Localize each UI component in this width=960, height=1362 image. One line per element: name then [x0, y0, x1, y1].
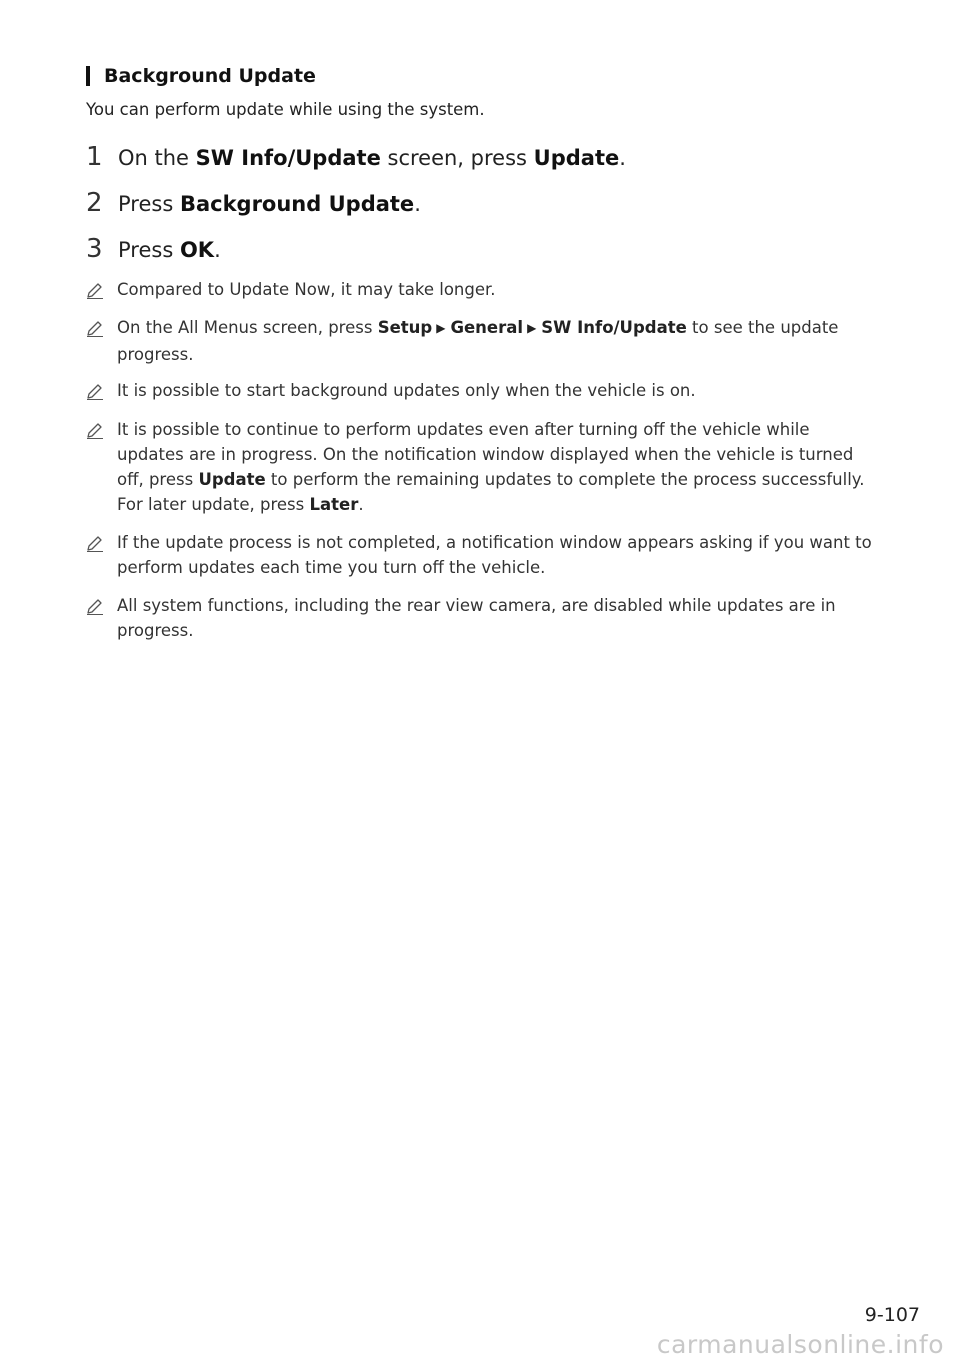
- step-number: 2: [86, 188, 103, 218]
- pencil-icon: [86, 417, 117, 442]
- note-text: It is possible to start background updates only when the vehicle is on.: [117, 381, 696, 400]
- step-3: 3 Press OK.: [86, 234, 221, 264]
- note-text: It is possible to continue to perform updates even after turning off the vehicle while updates are in progress. On the notification window displayed when the vehicle is turned off, press Update to perform the remaining updates to complete the process successfully. For later update, press Later.: [117, 420, 865, 514]
- step-2: 2 Press Background Update.: [86, 188, 421, 218]
- step-number: 3: [86, 234, 103, 264]
- pencil-icon: [86, 315, 117, 340]
- note-text: Compared to Update Now, it may take longer.: [117, 280, 496, 299]
- keyword-update: Update: [198, 470, 266, 489]
- page-number: 9-107: [864, 1304, 920, 1326]
- watermark: carmanualsonline.info: [656, 1330, 944, 1359]
- note-text: All system functions, including the rear view camera, are disabled while updates are in progress.: [117, 596, 836, 640]
- section-bar-icon: [86, 66, 90, 86]
- note-item: [86, 277, 876, 302]
- note-item: [86, 417, 876, 517]
- pencil-icon: [86, 530, 117, 555]
- pencil-icon: [86, 593, 117, 618]
- triangle-right-icon: ▶: [527, 321, 537, 335]
- note-item: [86, 593, 876, 643]
- pencil-icon: [86, 277, 117, 302]
- step-keyword: Update: [533, 146, 620, 170]
- note-item: [86, 530, 876, 580]
- menu-path-setup: Setup: [377, 318, 433, 337]
- step-number: 1: [86, 142, 103, 172]
- keyword-later: Later: [309, 495, 359, 514]
- menu-path-general: General: [450, 318, 524, 337]
- step-keyword: Background Update: [179, 192, 415, 216]
- section-title-text: Background Update: [104, 65, 316, 87]
- note-text: If the update process is not completed, a notification window appears asking if you want to perform updates each time you turn off the vehicle.: [117, 533, 872, 577]
- step-keyword: SW Info/Update: [195, 146, 381, 170]
- triangle-right-icon: ▶: [436, 321, 446, 335]
- note-text: On the All Menus screen, press Setup ▶ General ▶ SW Info/Update to see the update progress.: [117, 318, 839, 364]
- note-item: [86, 378, 876, 403]
- section-intro: You can perform update while using the system.: [86, 100, 485, 119]
- step-1: 1 On the SW Info/Update screen, press Update.: [86, 142, 626, 172]
- step-keyword: OK: [179, 238, 215, 262]
- note-item: [86, 315, 876, 367]
- pencil-icon: [86, 378, 117, 403]
- menu-path-sw-info: SW Info/Update: [541, 318, 687, 337]
- section-heading: [86, 62, 316, 90]
